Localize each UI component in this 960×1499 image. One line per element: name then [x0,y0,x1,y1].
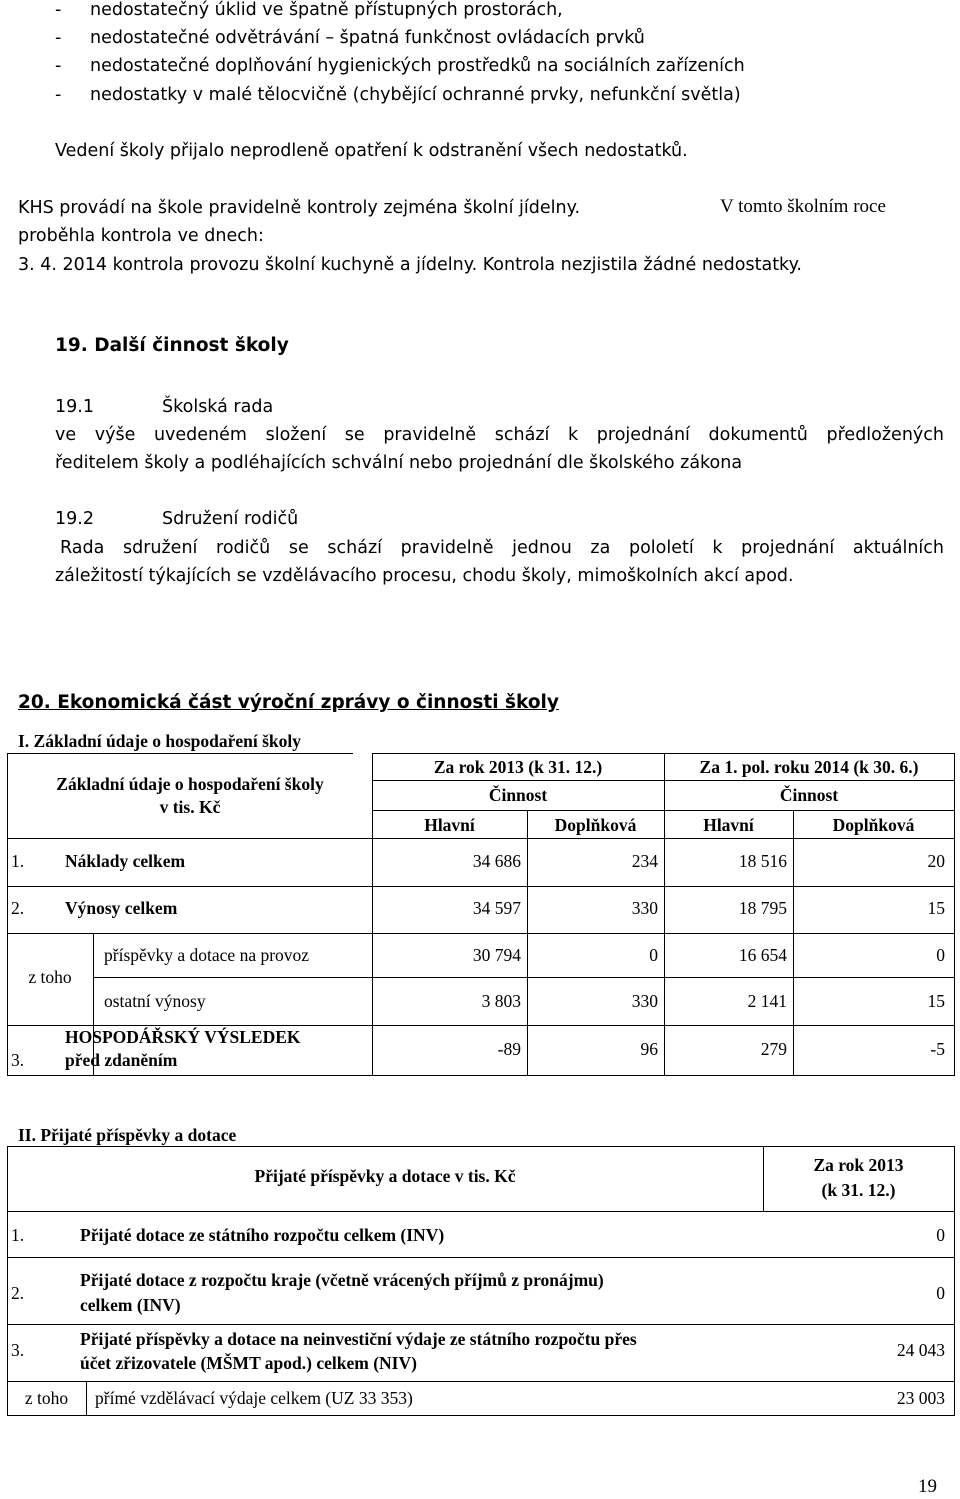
table1-cell: 30 794 [472,945,521,965]
table1-cell: 279 [760,1039,787,1059]
page-number: 19 [918,1476,937,1497]
table1-cell: 3 803 [481,991,521,1011]
table1-col-extra-2013: Doplňková [554,815,637,835]
table2-row-label-line1: Přijaté příspěvky a dotace na neinvestiční výdaje ze státního rozpočtu přes [80,1329,637,1349]
table2-row-label: přímé vzdělávací výdaje celkem (UZ 33 353) [95,1388,413,1408]
table1-rule [7,838,955,839]
table2-row-num: 2. [11,1283,25,1303]
table1-row-label: příspěvky a dotace na provoz [104,945,310,965]
table1-cell: 18 795 [738,898,787,918]
khs-line1: KHS provádí na škole pravidelně kontroly zejména školní jídelny. [18,198,581,218]
table1-row-num: 2. [11,898,25,918]
table2-cell: 0 [936,1283,945,1303]
table2-header-right-line1: Za rok 2013 [813,1155,904,1175]
table1-caption: I. Základní údaje o hospodaření školy [18,731,302,751]
table1-cell: 2 141 [747,991,787,1011]
table1-period-2014: Za 1. pol. roku 2014 (k 30. 6.) [699,757,919,777]
table1-cell: 18 516 [738,851,787,871]
table1-cell: 16 654 [738,945,787,965]
bullet-item: nedostatečné odvětrávání – špatná funkčnost ovládacích prvků [90,28,645,48]
table1-cell: 15 [927,991,945,1011]
table1-ztoho: z toho [28,967,72,987]
table1-header-left-line2: v tis. Kč [159,797,221,817]
table1-cell: 330 [631,898,658,918]
table2-row-label: Přijaté dotace ze státního rozpočtu celkem (INV) [80,1225,445,1245]
table1-header-left-line1: Základní údaje o hospodaření školy [56,774,324,794]
table2-rule [7,1146,955,1147]
subsection-19-2-line2: záležitostí týkajících se vzdělávacího procesu, chodu školy, mimoškolních akcí apod. [55,566,794,586]
table1-row-label: Výnosy celkem [65,898,178,918]
table2-rule [7,1257,955,1258]
bullet-marker: - [55,28,62,48]
bullet-marker: - [55,0,62,20]
table2-rule [7,1381,955,1382]
table1-row-label-line1: HOSPODÁŘSKÝ VÝSLEDEK [65,1027,301,1047]
table1-period-2013: Za rok 2013 (k 31. 12.) [433,757,603,777]
table1-cell: -89 [497,1039,521,1059]
table1-cell: 330 [631,991,658,1011]
table1-cell: 15 [927,898,945,918]
section-19-heading: 19. Další činnost školy [55,335,289,356]
table1-cell: 34 597 [472,898,521,918]
subsection-19-2-line1: Rada sdružení rodičů se schází pravidelně jednou za pololetí k projednání aktuálních [60,538,944,558]
table2-cell: 23 003 [896,1388,945,1408]
table1-row-label: Náklady celkem [65,851,186,871]
section-20-heading: 20. Ekonomická část výroční zprávy o činnosti školy [18,692,559,713]
table1-activity-2014: Činnost [779,785,839,805]
bullet-item: nedostatečné doplňování hygienických prostředků na sociálních zařízeních [90,56,745,76]
subsection-19-1-line2: ředitelem školy a podléhajících schvální nebo projednání dle školského zákona [55,453,743,473]
table2-row-label-line2: účet zřizovatele (MŠMT apod.) celkem (NIV) [80,1353,417,1373]
table2-cell: 0 [936,1225,945,1245]
table1-cell: -5 [930,1039,945,1059]
table1-cell: 20 [927,851,945,871]
subsection-19-2-number: 19.2 [55,509,94,529]
table2-row-num: 3. [11,1340,25,1360]
table2-row-label-line2: celkem (INV) [80,1295,181,1315]
table1-cell: 34 686 [472,851,521,871]
table2-rule [86,1381,87,1416]
subsection-19-1-line1: ve výše uvedeném složení se pravidelně schází k projednání dokumentů předložených [55,425,944,445]
table2-row-num: z toho [24,1388,69,1408]
table1-row-num: 3. [11,1050,25,1070]
paragraph-vedeni: Vedení školy přijalo neprodleně opatření k odstranění všech nedostatků. [55,141,688,161]
table2-rule [7,1211,955,1212]
subsection-19-1-number: 19.1 [55,397,94,417]
table1-rule [7,886,955,887]
table2-row-num: 1. [11,1225,25,1245]
table1-activity-2013: Činnost [488,785,548,805]
table1-col-main-2014: Hlavní [703,815,754,835]
table1-cell: 96 [640,1039,658,1059]
table2-row-label-line1: Přijaté dotace z rozpočtu kraje (včetně vrácených příjmů z pronájmu) [80,1270,604,1290]
table2-caption: II. Přijaté příspěvky a dotace [18,1125,237,1145]
table1-row-num: 1. [11,851,25,871]
table1-rule [7,753,353,754]
bullet-marker: - [55,56,62,76]
table1-rule [793,810,794,1076]
bullet-item: nedostatky v malé tělocvičně (chybějící ochranné prvky, nefunkční světla) [90,85,741,105]
table1-rule [7,933,955,934]
table1-rule [7,1025,955,1026]
table2-cell: 24 043 [896,1340,945,1360]
table1-col-extra-2014: Doplňková [832,815,915,835]
table2-rule [7,1415,955,1416]
table1-rule [954,753,955,1076]
table1-row-label-line2: před zdaněním [65,1050,178,1070]
bullet-marker: - [55,85,62,105]
table1-cell: 234 [631,851,658,871]
subsection-19-2-title: Sdružení rodičů [162,509,299,529]
table2-rule [954,1146,955,1416]
table1-row-label: ostatní výnosy [104,991,206,1011]
khs-line1-end: V tomto školním roce [720,196,886,217]
table1-cell: 0 [649,945,658,965]
khs-line3: 3. 4. 2014 kontrola provozu školní kuchyně a jídelny. Kontrola nezjistila žádné nedostatky. [18,255,802,275]
khs-line2: proběhla kontrola ve dnech: [18,226,264,246]
table1-rule [527,810,528,1076]
table1-cell: 0 [936,945,945,965]
subsection-19-1-title: Školská rada [162,397,274,417]
table1-rule [7,1075,955,1076]
table2-header-left: Přijaté příspěvky a dotace v tis. Kč [254,1166,516,1186]
table2-rule [7,1324,955,1325]
table1-col-main-2013: Hlavní [424,815,475,835]
table1-rule [93,977,955,978]
table2-header-right-line2: (k 31. 12.) [821,1180,896,1200]
bullet-item: nedostatečný úklid ve špatně přístupných prostorách, [90,0,563,20]
